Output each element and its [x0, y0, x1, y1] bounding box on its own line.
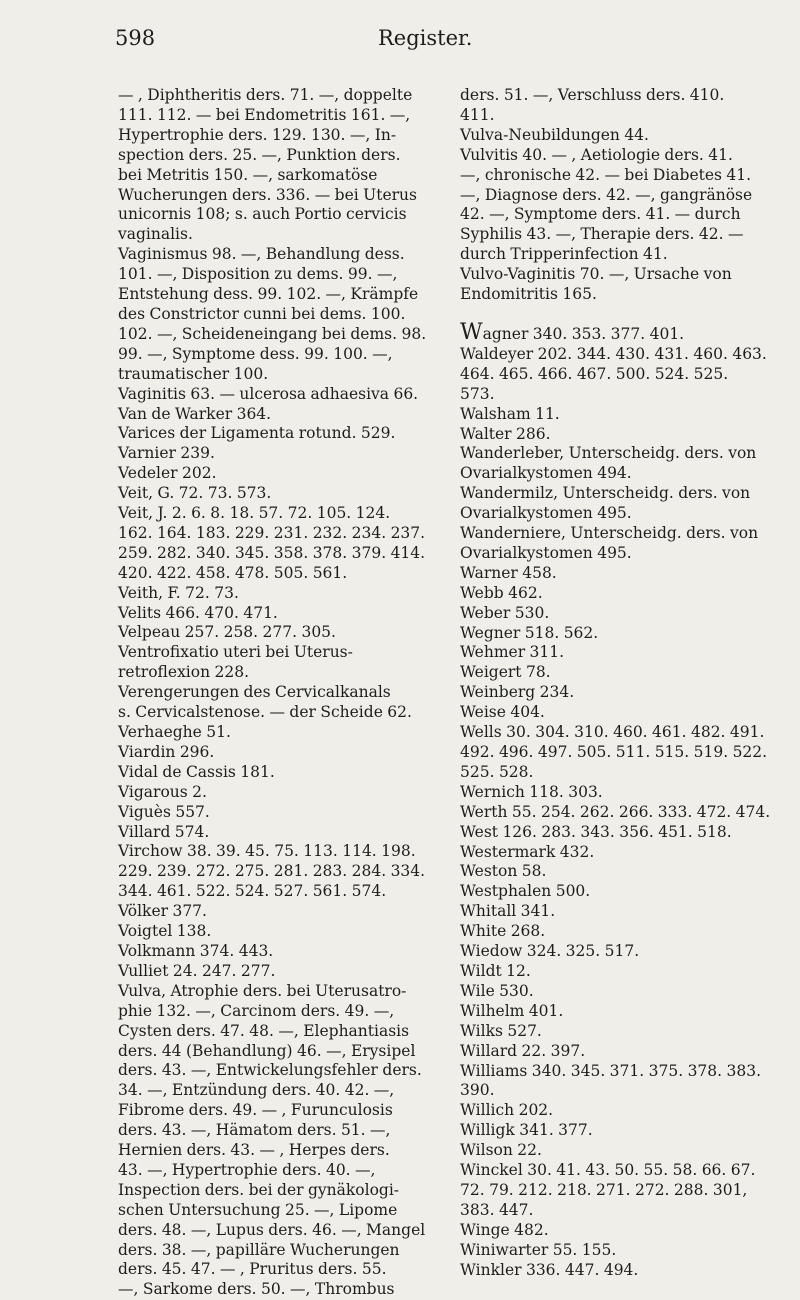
index-line: Ventrofixatio uteri bei Uterus-	[118, 643, 353, 662]
index-line: Wile 530.	[460, 981, 534, 1000]
index-line: bei Metritis 150. —, sarkomatöse	[118, 165, 378, 184]
page-number: 598	[115, 26, 156, 50]
index-entries-v	[460, 86, 778, 305]
index-line: Viardin 296.	[118, 742, 215, 761]
page-title: Register.	[378, 26, 473, 50]
index-line: Van de Warker 364.	[118, 404, 272, 423]
index-line-text: agner 340. 353. 377. 401.	[482, 324, 685, 343]
index-line: Westphalen 500.	[460, 882, 591, 901]
index-line: Wiedow 324. 325. 517.	[460, 942, 640, 961]
index-line: Virchow 38. 39. 45. 75. 113. 114. 198.	[118, 842, 416, 861]
index-line: Voigtel 138.	[118, 922, 212, 941]
index-line: 420. 422. 458. 478. 505. 561.	[118, 563, 348, 582]
index-line: 102. —, Scheideneingang bei dems. 98.	[118, 324, 427, 343]
index-line: Williams 340. 345. 371. 375. 378. 383.	[460, 1061, 762, 1080]
index-line: des Constrictor cunni bei dems. 100.	[118, 304, 406, 323]
index-line: ders. 43. —, Hämatom ders. 51. —,	[118, 1121, 391, 1140]
index-line: Hernien ders. 43. — , Herpes ders.	[118, 1141, 390, 1160]
index-line: ders. 43. —, Entwickelungsfehler ders.	[118, 1061, 422, 1080]
index-line: Winckel 30. 41. 43. 50. 55. 58. 66. 67.	[460, 1161, 756, 1180]
index-line: Weigert 78.	[460, 663, 551, 682]
index-line: Wildt 12.	[460, 961, 531, 980]
index-line: ders. 51. —, Verschluss ders. 410.	[460, 86, 725, 104]
index-line: Westermark 432.	[460, 842, 595, 861]
index-line: Warner 458.	[460, 563, 557, 582]
index-line: Vigarous 2.	[118, 782, 207, 801]
index-line: Wells 30. 304. 310. 460. 461. 482. 491.	[460, 723, 765, 742]
index-line: Inspection ders. bei der gynäkologi-	[118, 1180, 400, 1199]
index-line: Winiwarter 55. 155.	[460, 1240, 617, 1259]
index-line: Wucherungen ders. 336. — bei Uterus	[118, 185, 417, 204]
index-line: 72. 79. 212. 218. 271. 272. 288. 301,	[460, 1180, 748, 1199]
index-line: Willich 202.	[460, 1101, 554, 1120]
index-line: ders. 48. —, Lupus ders. 46. —, Mangel	[118, 1220, 426, 1239]
index-line: Veit, J. 2. 6. 8. 18. 57. 72. 105. 124.	[118, 504, 391, 523]
index-line: 525. 528.	[460, 762, 534, 781]
index-line: Whitall 341.	[460, 902, 556, 921]
index-line: Ovarialkystomen 494.	[460, 464, 632, 483]
index-line: Winkler 336. 447. 494.	[460, 1260, 639, 1279]
index-line: 411.	[460, 105, 495, 124]
index-line: Weinberg 234.	[460, 683, 575, 702]
index-line: retroflexion 228.	[118, 663, 250, 682]
index-line: ders. 44 (Behandlung) 46. —, Erysipel	[118, 1041, 416, 1060]
index-line: Veith, F. 72. 73.	[118, 583, 239, 602]
index-line: Werth 55. 254. 262. 266. 333. 472. 474.	[460, 802, 771, 821]
index-line: Velits 466. 470. 471.	[118, 603, 278, 622]
index-line: —, chronische 42. — bei Diabetes 41.	[460, 165, 752, 184]
index-line: Wanderniere, Unterscheidg. ders. von	[460, 524, 759, 543]
index-line: Wilhelm 401.	[460, 1001, 564, 1020]
index-line: West 126. 283. 343. 356. 451. 518.	[460, 822, 732, 841]
index-line: —, Diagnose ders. 42. —, gangränöse	[460, 185, 753, 204]
index-line: 162. 164. 183. 229. 231. 232. 234. 237.	[118, 523, 426, 542]
index-line: Entstehung dess. 99. 102. —, Krämpfe	[118, 285, 419, 304]
index-line: vaginalis.	[118, 225, 193, 244]
index-line: Wanderleber, Unterscheidg. ders. von	[460, 444, 757, 463]
index-line: Cysten ders. 47. 48. —, Elephantiasis	[118, 1021, 410, 1040]
index-line: Willigk 341. 377.	[460, 1121, 593, 1140]
index-line: 43. —, Hypertrophie ders. 40. —,	[118, 1160, 376, 1179]
index-line: Webb 462.	[460, 583, 543, 602]
index-line: Walter 286.	[460, 424, 551, 443]
index-line: Willard 22. 397.	[460, 1041, 586, 1060]
index-line: Verengerungen des Cervicalkanals	[118, 683, 391, 702]
index-line: White 268.	[460, 922, 546, 941]
index-line: Endomitritis 165.	[460, 285, 597, 304]
index-line: Vaginitis 63. — ulcerosa adhaesiva 66.	[118, 384, 419, 403]
index-line: Vulliet 24. 247. 277.	[118, 961, 276, 980]
index-line: s. Cervicalstenose. — der Scheide 62.	[118, 703, 412, 722]
index-line: 229. 239. 272. 275. 281. 283. 284. 334.	[118, 862, 426, 881]
index-line: Ovarialkystomen 495.	[460, 543, 632, 562]
index-line: Weston 58.	[460, 862, 547, 881]
index-line: schen Untersuchung 25. —, Lipome	[118, 1200, 398, 1219]
index-line: Wernich 118. 303.	[460, 782, 603, 801]
page-header	[0, 18, 800, 58]
index-line: Wilks 527.	[460, 1021, 542, 1040]
index-line: unicornis 108; s. auch Portio cervicis	[118, 205, 407, 224]
index-line: ders. 38. —, papilläre Wucherungen	[118, 1240, 400, 1259]
index-line: spection ders. 25. —, Punktion ders.	[118, 145, 401, 164]
index-line: Wandermilz, Unterscheidg. ders. von	[460, 484, 751, 503]
index-line: Wehmer 311.	[460, 643, 565, 662]
index-line: traumatischer 100.	[118, 364, 269, 383]
index-line: 42. —, Symptome ders. 41. — durch	[460, 205, 741, 224]
index-line: Viguès 557.	[118, 802, 210, 821]
index-entries-w	[460, 345, 778, 1281]
index-line: 259. 282. 340. 345. 358. 378. 379. 414.	[118, 543, 426, 562]
index-line: Weise 404.	[460, 703, 545, 722]
index-line: Waldeyer 202. 344. 430. 431. 460. 463.	[460, 344, 767, 363]
index-line: 383. 447.	[460, 1200, 534, 1219]
index-line: 464. 465. 466. 467. 500. 524. 525.	[460, 364, 729, 383]
index-line: Vidal de Cassis 181.	[118, 762, 275, 781]
index-line: Wilson 22.	[460, 1141, 542, 1160]
index-line: Vedeler 202.	[118, 464, 217, 483]
index-line: Walsham 11.	[460, 404, 560, 423]
index-line: 34. —, Entzündung ders. 40. 42. —,	[118, 1081, 395, 1100]
index-line: Vulvo-Vaginitis 70. —, Ursache von	[460, 265, 732, 284]
index-line: Syphilis 43. —, Therapie ders. 42. —	[460, 225, 744, 244]
index-line: phie 132. —, Carcinom ders. 49. —,	[118, 1001, 395, 1020]
index-line: 99. —, Symptome dess. 99. 100. —,	[118, 344, 393, 363]
index-line: Villard 574.	[118, 822, 210, 841]
index-line: 573.	[460, 384, 495, 403]
index-line: Winge 482.	[460, 1220, 549, 1239]
index-line: Verhaeghe 51.	[118, 723, 231, 741]
index-line: —, Sarkome ders. 50. —, Thrombus	[118, 1280, 395, 1299]
index-line: 492. 496. 497. 505. 511. 515. 519. 522.	[460, 743, 768, 761]
index-line: Veit, G. 72. 73. 573.	[118, 484, 272, 503]
index-line: 101. —, Disposition zu dems. 99. —,	[118, 265, 398, 284]
index-line: Vulvitis 40. — , Aetiologie ders. 41.	[460, 145, 733, 164]
index-line: 390.	[460, 1081, 495, 1100]
index-line: Varnier 239.	[118, 444, 215, 463]
index-line: Vaginismus 98. —, Behandlung dess.	[118, 245, 405, 264]
index-line: 344. 461. 522. 524. 527. 561. 574.	[118, 882, 387, 901]
index-line: Hypertrophie ders. 129. 130. —, In-	[118, 125, 397, 144]
index-line	[460, 319, 778, 345]
index-line: Varices der Ligamenta rotund. 529.	[118, 424, 396, 443]
section-gap	[460, 305, 778, 323]
index-line: Fibrome ders. 49. — , Furunculosis	[118, 1101, 393, 1120]
index-line: 111. 112. — bei Endometritis 161. —,	[118, 105, 411, 124]
index-line: Velpeau 257. 258. 277. 305.	[118, 623, 336, 642]
index-line: — , Diphtheritis ders. 71. —, doppelte	[118, 86, 413, 104]
index-line: ders. 45. 47. — , Pruritus ders. 55.	[118, 1260, 387, 1279]
index-line: Völker 377.	[118, 902, 207, 921]
index-line: Ovarialkystomen 495.	[460, 504, 632, 523]
index-line: Volkmann 374. 443.	[118, 941, 274, 960]
index-line: Vulva-Neubildungen 44.	[460, 125, 649, 144]
index-line: durch Tripperinfection 41.	[460, 245, 668, 264]
index-line: Vulva, Atrophie ders. bei Uterusatro-	[118, 981, 407, 1000]
section-initial-w: W	[460, 319, 483, 345]
index-line: Weber 530.	[460, 603, 550, 622]
index-line: Wegner 518. 562.	[460, 623, 599, 642]
index-column-left	[118, 86, 436, 1300]
index-column-right	[460, 86, 778, 1280]
